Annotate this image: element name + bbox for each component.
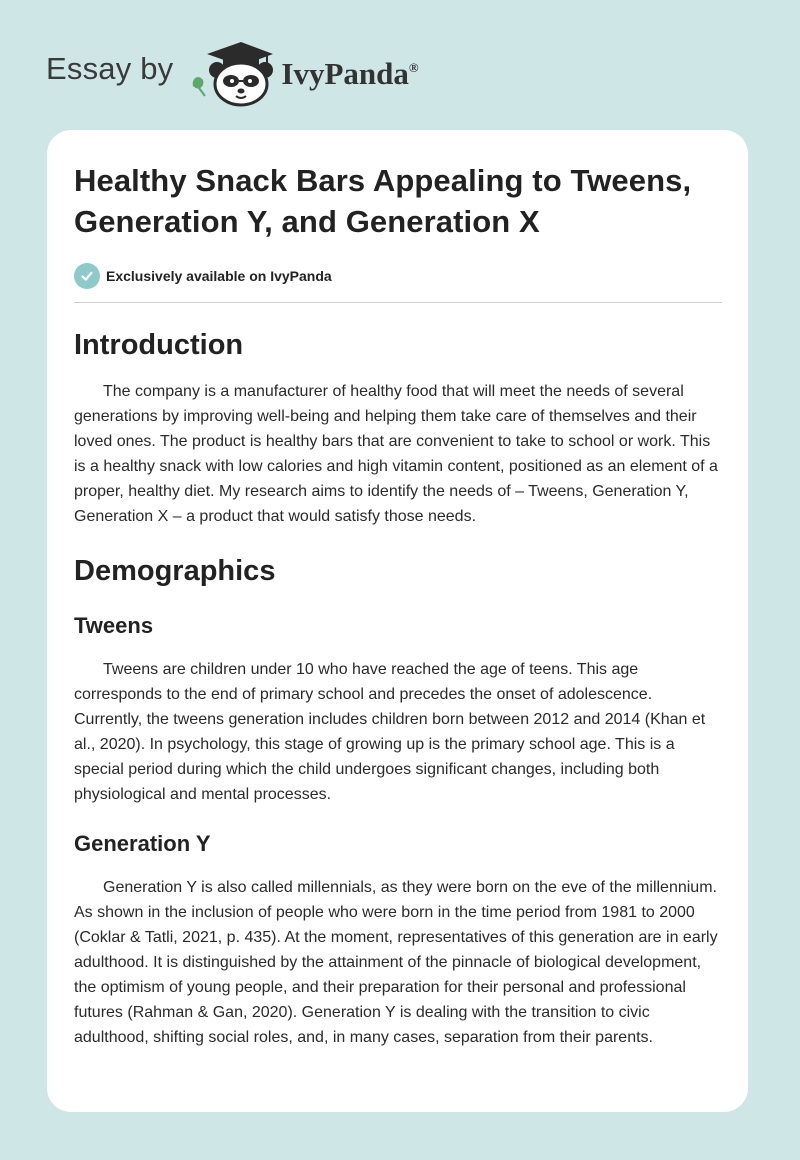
exclusive-text: Exclusively available on IvyPanda (106, 268, 332, 284)
article-content (74, 160, 724, 1050)
section-heading-demographics: Demographics (74, 555, 276, 587)
generation-y-paragraph: Generation Y is also called millennials, as they were born on the eve of the millennium. As shown in the inclusion of people who were born in the time period from 1981 to 2000 (Coklar & Tatli, 2021, p. 435). At the moment, representatives of this generation are in early adulthood. It is distinguished by the attainment of the pinnacle of biological development, the optimism of young people, and their preparation for their personal and professional futures (Rahman & Gan, 2020). Generation Y is dealing with the transition to civic adulthood, shifting social roles, and, in many cases, separation from their parents. (74, 879, 718, 1046)
article-title: Healthy Snack Bars Appealing to Tweens, Generation Y, and Generation X (74, 163, 692, 239)
brand-name[interactable] (281, 56, 418, 92)
registered-mark: ® (408, 60, 419, 75)
site-header (46, 36, 419, 108)
introduction-paragraph: The company is a manufacturer of healthy food that will meet the needs of several generations by improving well-being and helping them take care of themselves and their loved ones. The product is healthy bars that are convenient to take to school or work. This is a healthy snack with low calories and high vitamin content, positioned as an element of a proper, healthy diet. My research aims to identify the needs of – Tweens, Generation Y, Generation X – a product that would satisfy those needs. (74, 383, 718, 525)
divider (74, 302, 722, 303)
subsection-heading-generation-y: Generation Y (74, 831, 211, 856)
exclusive-badge (74, 262, 724, 290)
check-circle-icon (74, 263, 100, 289)
article-card (47, 130, 748, 1112)
tweens-paragraph: Tweens are children under 10 who have reached the age of teens. This age corresponds to the end of primary school and precedes the onset of adolescence. Currently, the tweens generation includes children born between 2012 and 2014 (Khan et al., 2020). In psychology, this stage of growing up is the primary school age. This is a special period during which the child undergoes significant changes, including both physiological and mental processes. (74, 661, 706, 803)
section-heading-introduction: Introduction (74, 329, 244, 361)
panda-logo-icon[interactable] (187, 36, 277, 108)
brand-label: IvyPanda (281, 56, 409, 91)
essay-by-label: Essay by (46, 51, 174, 86)
subsection-heading-tweens: Tweens (74, 613, 154, 638)
